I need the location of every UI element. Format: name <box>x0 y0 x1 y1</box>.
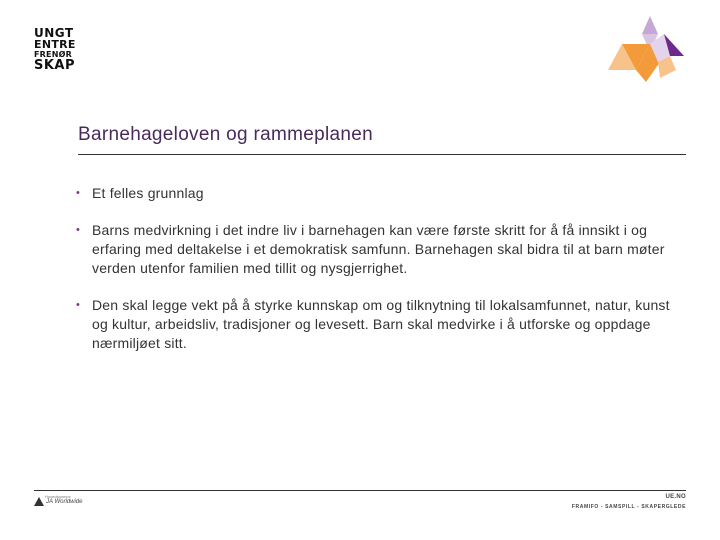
decorative-triangles-graphic <box>600 12 690 84</box>
bullet-marker-icon: • <box>76 299 81 311</box>
bullet-text-1: Et felles grunnlag <box>92 185 204 201</box>
bullet-marker-icon: • <box>76 224 81 236</box>
bullet-marker-icon: • <box>76 187 81 199</box>
bullet-list <box>72 184 672 371</box>
sponsor-triangle-icon <box>34 497 44 506</box>
brand-logo <box>34 28 94 72</box>
triangle-light-purple-top <box>642 16 658 34</box>
title-divider <box>78 154 686 155</box>
sponsor-logo <box>34 494 90 508</box>
bullet-text-3: Den skal legge vekt på å styrke kunnskap om og tilknytning til lokalsamfunnet, natur, kunst og kultur, arbeidsliv, tradisjoner og levesett. Barn skal medvirke i å utforske og oppdage nærmiljøet sitt. <box>92 297 670 351</box>
logo-line-3: FRENØR <box>34 50 72 59</box>
bullet-item-3 <box>72 296 672 353</box>
logo-line-4: SKAP <box>34 58 76 73</box>
sponsor-name: JA Worldwide <box>46 499 83 505</box>
footer-divider <box>34 490 686 491</box>
footer-info <box>572 494 686 510</box>
slide-title: Barnehageloven og rammeplanen <box>78 124 373 145</box>
logo-line-1: UNGT <box>34 26 74 40</box>
sponsor-label: Hovedsponsor <box>45 494 71 499</box>
footer-url-link[interactable]: UE.NO <box>665 494 686 500</box>
bullet-item-2 <box>72 221 672 278</box>
footer-tagline: FRAMIFO - SAMSPILL - SKAPERGLEDE <box>571 504 686 510</box>
logo-line-2: ENTRE <box>34 38 76 51</box>
bullet-item-1 <box>72 184 672 203</box>
bullet-text-2: Barns medvirkning i det indre liv i barnehagen kan være første skritt for å få innsikt i og erfaring med deltakelse i et demokratisk samfunn. Barnehagen skal bidra til at barn møter verden utenfor familien med tillit og nysgjerrighet. <box>92 222 665 276</box>
